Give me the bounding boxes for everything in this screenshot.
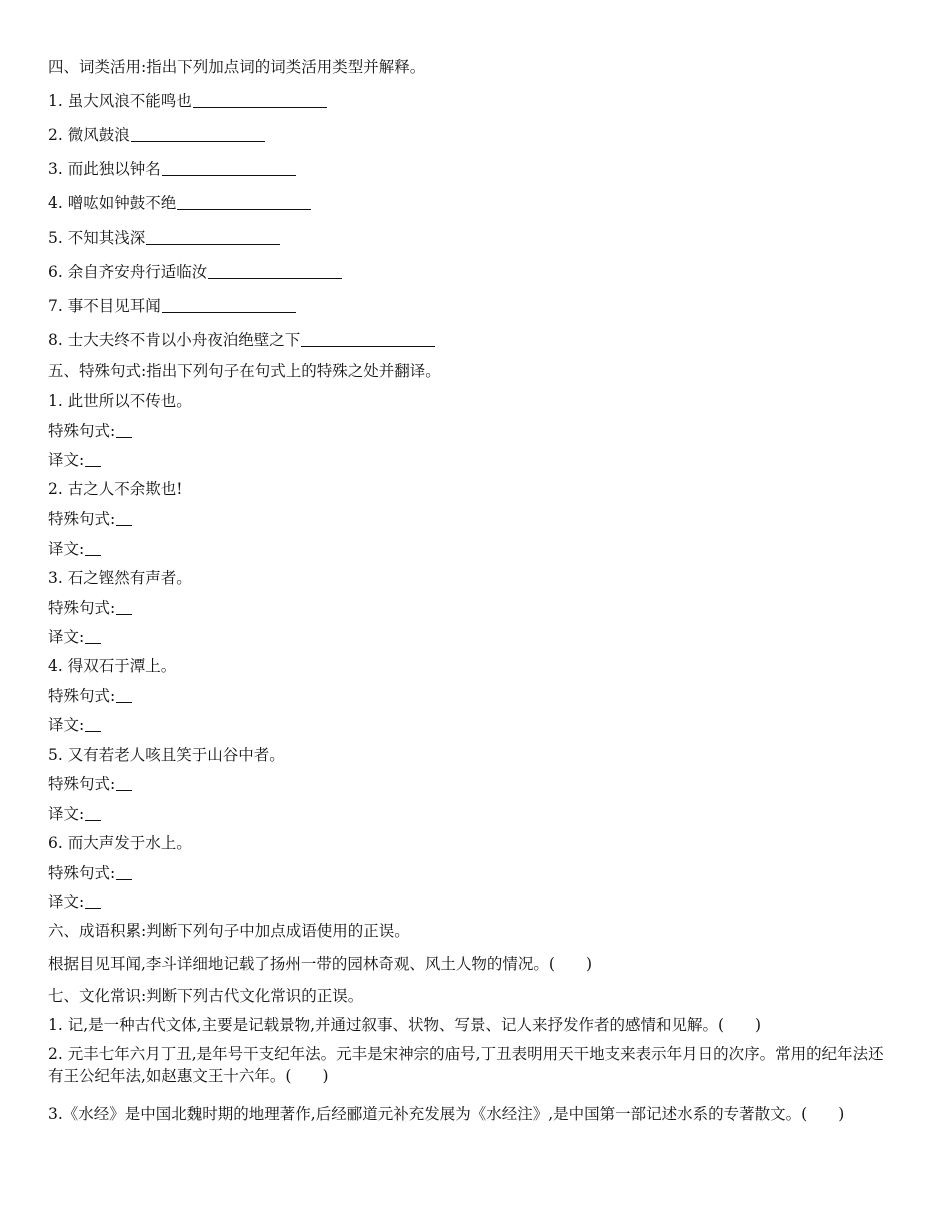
answer-blank[interactable] <box>85 715 101 732</box>
section-5-item-6: 6. 而大声发于水上。 <box>48 834 192 852</box>
sentence-type-label: 特殊句式: <box>48 775 116 793</box>
sentence-type-label: 特殊句式: <box>48 599 116 617</box>
translation-label: 译文: <box>48 451 85 469</box>
answer-blank[interactable] <box>177 193 311 210</box>
item-text: 1. 虽大风浪不能鸣也 <box>48 92 192 110</box>
section-5-item-1: 1. 此世所以不传也。 <box>48 392 192 410</box>
section-5-title: 五、特殊句式:指出下列句子在句式上的特殊之处并翻译。 <box>48 362 441 380</box>
item-text: 7. 事不目见耳闻 <box>48 297 161 315</box>
answer-blank[interactable] <box>85 450 101 467</box>
answer-blank[interactable] <box>131 125 265 142</box>
section-4-item-6 <box>48 261 342 283</box>
section-4-title: 四、词类活用:指出下列加点词的词类活用类型并解释。 <box>48 58 426 76</box>
sentence-type-row <box>48 420 132 442</box>
answer-blank[interactable] <box>162 296 296 313</box>
item-text: 2. 微风鼓浪 <box>48 126 130 144</box>
translation-row <box>48 803 101 825</box>
section-7-item-1: 1. 记,是一种古代文体,主要是记载景物,并通过叙事、状物、写景、记人来抒发作者的感情和见解。( ) <box>48 1016 762 1034</box>
answer-blank[interactable] <box>116 598 132 615</box>
sentence-type-row <box>48 773 132 795</box>
answer-blank[interactable] <box>116 686 132 703</box>
section-5-item-4: 4. 得双石于潭上。 <box>48 657 177 675</box>
section-4-item-3 <box>48 158 296 180</box>
translation-row <box>48 538 101 560</box>
answer-blank[interactable] <box>116 421 132 438</box>
sentence-type-label: 特殊句式: <box>48 864 116 882</box>
answer-blank[interactable] <box>85 892 101 909</box>
section-6-question: 根据目见耳闻,李斗详细地记载了扬州一带的园林奇观、风土人物的情况。( ) <box>48 955 593 973</box>
answer-blank[interactable] <box>116 863 132 880</box>
section-5-item-5: 5. 又有若老人咳且笑于山谷中者。 <box>48 746 285 764</box>
translation-label: 译文: <box>48 716 85 734</box>
section-7-item-3: 3.《水经》是中国北魏时期的地理著作,后经郦道元补充发展为《水经注》,是中国第一部记述水系的专著散文。( ) <box>48 1105 845 1123</box>
translation-label: 译文: <box>48 628 85 646</box>
sentence-type-label: 特殊句式: <box>48 510 116 528</box>
translation-label: 译文: <box>48 893 85 911</box>
translation-row <box>48 626 101 648</box>
section-4-item-5 <box>48 227 280 249</box>
sentence-type-label: 特殊句式: <box>48 422 116 440</box>
section-4-item-8 <box>48 329 435 351</box>
item-text: 8. 士大夫终不肯以小舟夜泊绝壁之下 <box>48 331 301 349</box>
answer-blank[interactable] <box>85 804 101 821</box>
section-5-item-3: 3. 石之铿然有声者。 <box>48 569 192 587</box>
section-7-title: 七、文化常识:判断下列古代文化常识的正误。 <box>48 987 364 1005</box>
section-4-item-4 <box>48 192 311 214</box>
section-4-item-1 <box>48 90 327 112</box>
sentence-type-row <box>48 862 132 884</box>
translation-label: 译文: <box>48 805 85 823</box>
section-4-item-7 <box>48 295 296 317</box>
item-text: 6. 余自齐安舟行适临汝 <box>48 263 208 281</box>
translation-row <box>48 449 101 471</box>
answer-blank[interactable] <box>208 262 342 279</box>
item-text: 4. 噌吰如钟鼓不绝 <box>48 194 177 212</box>
section-4-item-2 <box>48 124 265 146</box>
answer-blank[interactable] <box>116 509 132 526</box>
translation-label: 译文: <box>48 540 85 558</box>
section-7-item-2: 2. 元丰七年六月丁丑,是年号干支纪年法。元丰是宋神宗的庙号,丁丑表明用天干地支来表示年月日的次序。常用的纪年法还有王公纪年法,如赵惠文王十六年。( ) <box>48 1045 884 1085</box>
answer-blank[interactable] <box>146 228 280 245</box>
sentence-type-label: 特殊句式: <box>48 687 116 705</box>
answer-blank[interactable] <box>162 159 296 176</box>
answer-blank[interactable] <box>85 627 101 644</box>
section-5-item-2: 2. 古之人不余欺也! <box>48 480 183 498</box>
answer-blank[interactable] <box>193 91 327 108</box>
section-6-title: 六、成语积累:判断下列句子中加点成语使用的正误。 <box>48 922 410 940</box>
item-text: 3. 而此独以钟名 <box>48 160 161 178</box>
translation-row <box>48 891 101 913</box>
sentence-type-row <box>48 597 132 619</box>
translation-row <box>48 714 101 736</box>
item-text: 5. 不知其浅深 <box>48 229 146 247</box>
sentence-type-row <box>48 508 132 530</box>
answer-blank[interactable] <box>85 539 101 556</box>
answer-blank[interactable] <box>116 774 132 791</box>
answer-blank[interactable] <box>301 330 435 347</box>
sentence-type-row <box>48 685 132 707</box>
